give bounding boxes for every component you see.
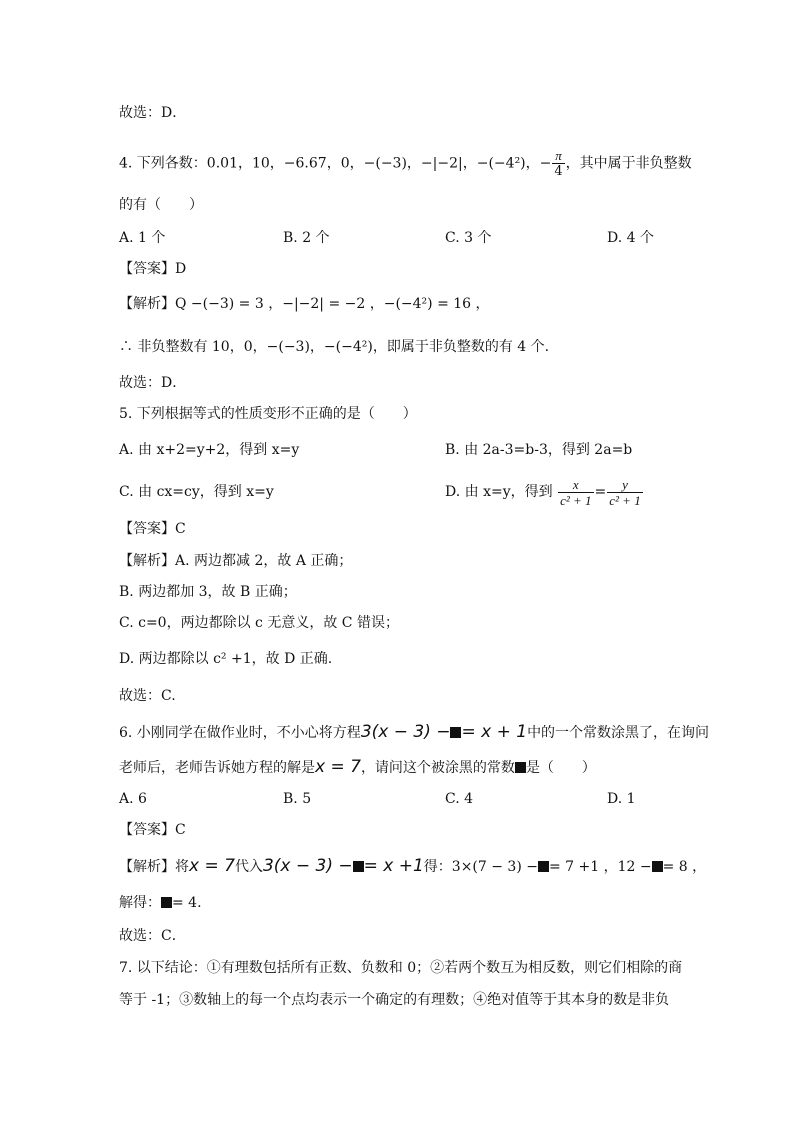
q4-analysis-label: 【解析】 bbox=[119, 296, 175, 312]
q6-stem-line2 bbox=[119, 757, 596, 778]
q5-option-d-frac-y bbox=[607, 477, 642, 508]
q6-analysis-calc3: = 8 ， bbox=[662, 859, 707, 875]
q4-frac-num: π bbox=[552, 148, 564, 164]
q4-sep: ， bbox=[406, 155, 421, 172]
q5-frac-den-x: c² + 1 bbox=[560, 492, 592, 508]
q4-answer: 【答案】D bbox=[119, 261, 187, 277]
q6-stem-text2: ，请问这个被涂黑的常数 bbox=[360, 760, 515, 776]
q6-analysis-eq-tail: = x +1 bbox=[363, 856, 424, 876]
q4-num-6-sign: − bbox=[539, 155, 552, 172]
q4-sep: ， bbox=[462, 155, 477, 172]
q6-analysis-calc: 得：3×(7 − 3) − bbox=[423, 859, 538, 875]
q4-num-4: −|−2| bbox=[420, 155, 463, 172]
q6-analysis-line2 bbox=[119, 893, 202, 913]
q5-option-d bbox=[445, 474, 644, 510]
q4-sep: ， bbox=[349, 155, 364, 172]
q5-conclusion: 故选：C. bbox=[119, 688, 176, 704]
q4-sep: ， bbox=[326, 155, 341, 172]
q6-option-d: D. 1 bbox=[607, 791, 636, 807]
q7-stem-line1: 7. 以下结论：①有理数包括所有正数、负数和 0；②若两个数互为相反数，则它们相除的商 bbox=[119, 960, 683, 976]
q4-num-3: −(−3) bbox=[363, 155, 407, 172]
q6-answer: 【答案】C bbox=[119, 822, 186, 838]
q6-stem-end: 中的一个常数涂黑了，在询问 bbox=[527, 725, 710, 741]
q6-option-a: A. 6 bbox=[119, 791, 147, 807]
q5-frac-den-y: c² + 1 bbox=[609, 492, 641, 508]
q5-option-d-frac-x bbox=[558, 477, 593, 508]
q4-stem-end: ，其中属于非负整数 bbox=[565, 155, 692, 172]
q6-solve-label: 解得： bbox=[119, 895, 161, 911]
q4-stem-line2: 的有（ ） bbox=[119, 197, 203, 213]
q5-stem: 5. 下列根据等式的性质变形不正确的是（ ） bbox=[119, 406, 417, 422]
q4-option-a: A. 1 个 bbox=[119, 230, 166, 246]
blacked-constant-icon bbox=[538, 861, 549, 872]
q5-option-d-text: D. 由 x=y，得到 bbox=[445, 484, 553, 500]
q4-conclusion: 故选：D． bbox=[119, 375, 187, 391]
q4-stem-start: 4. 下列各数：0.01，10， bbox=[119, 155, 284, 172]
q5-frac-equals: = bbox=[594, 484, 607, 500]
q5-frac-num-x: x bbox=[558, 477, 593, 493]
q4-num-2: 0 bbox=[340, 155, 350, 172]
q5-analysis-line4: D. 两边都除以 c² +1，故 D 正确. bbox=[119, 651, 333, 667]
q6-option-c: C. 4 bbox=[445, 791, 474, 807]
q5-option-b: B. 由 2a-3=b-3，得到 2a=b bbox=[445, 442, 633, 458]
q4-frac-den: 4 bbox=[554, 164, 563, 179]
q6-equation: 3(x − 3) − bbox=[360, 722, 451, 742]
blacked-constant-icon bbox=[161, 897, 172, 908]
q4-option-b: B. 2 个 bbox=[283, 230, 330, 246]
q6-option-b: B. 5 bbox=[283, 791, 312, 807]
q6-solution: x = 7 bbox=[315, 757, 361, 777]
q6-conclusion: 故选：C． bbox=[119, 928, 186, 944]
q6-stem-text: 老师后，老师告诉她方程的解是 bbox=[119, 760, 315, 776]
blacked-constant-icon bbox=[450, 727, 461, 738]
q5-analysis-line1: 【解析】A. 两边都减 2，故 A 正确； bbox=[119, 553, 353, 569]
q5-analysis-line3: C. c=0，两边都除以 c 无意义，故 C 错误； bbox=[119, 615, 399, 631]
q6-stem-text3: 是（ ） bbox=[525, 760, 596, 776]
q6-analysis-text: 代入 bbox=[234, 859, 263, 875]
q4-sep: ， bbox=[525, 155, 540, 172]
q4-analysis-line1 bbox=[119, 294, 490, 314]
q5-option-c: C. 由 cx=cy，得到 x=y bbox=[119, 484, 274, 500]
q5-option-a: A. 由 x+2=y+2，得到 x=y bbox=[119, 442, 300, 458]
q6-analysis-eq: 3(x − 3) − bbox=[262, 856, 353, 876]
q4-num-1: −6.67 bbox=[283, 155, 327, 172]
q4-option-c: C. 3 个 bbox=[445, 230, 492, 246]
q6-equation-tail: = x + 1 bbox=[461, 722, 528, 742]
q5-answer: 【答案】C bbox=[119, 521, 186, 537]
blacked-constant-icon bbox=[515, 762, 526, 773]
q4-fraction-pi-over-4 bbox=[552, 148, 564, 179]
q6-analysis-label: 【解析】将 bbox=[119, 859, 189, 875]
q6-stem-start: 6. 小刚同学在做作业时，不小心将方程 bbox=[119, 725, 361, 741]
q6-analysis-calc2: = 7 +1 ，12 − bbox=[548, 859, 652, 875]
q4-option-d: D. 4 个 bbox=[607, 230, 654, 246]
q7-stem-line2: 等于 -1；③数轴上的每一个点均表示一个确定的有理数；④绝对值等于其本身的数是非负 bbox=[119, 992, 670, 1008]
q4-analysis-text: Q −(−3) = 3 ，−|−2| = −2 ，−(−4²) = 16 ， bbox=[175, 296, 490, 312]
q4-analysis-line2: ∴ 非负整数有 10，0，−(−3)，−(−4²)，即属于非负整数的有 4 个. bbox=[119, 339, 550, 355]
q4-num-5: −(−4²) bbox=[476, 155, 526, 172]
blacked-constant-icon bbox=[652, 861, 663, 872]
q6-solve-value: = 4. bbox=[172, 895, 202, 911]
q5-frac-num-y: y bbox=[607, 477, 642, 493]
q4-stem-line1 bbox=[119, 148, 692, 179]
blacked-constant-icon bbox=[353, 861, 364, 872]
q5-analysis-line2: B. 两边都加 3，故 B 正确； bbox=[119, 584, 297, 600]
prev-conclusion: 故选：D． bbox=[119, 105, 187, 121]
q6-analysis-line1 bbox=[119, 856, 706, 877]
q6-analysis-sol: x = 7 bbox=[189, 856, 235, 876]
q6-stem-line1 bbox=[119, 722, 709, 743]
